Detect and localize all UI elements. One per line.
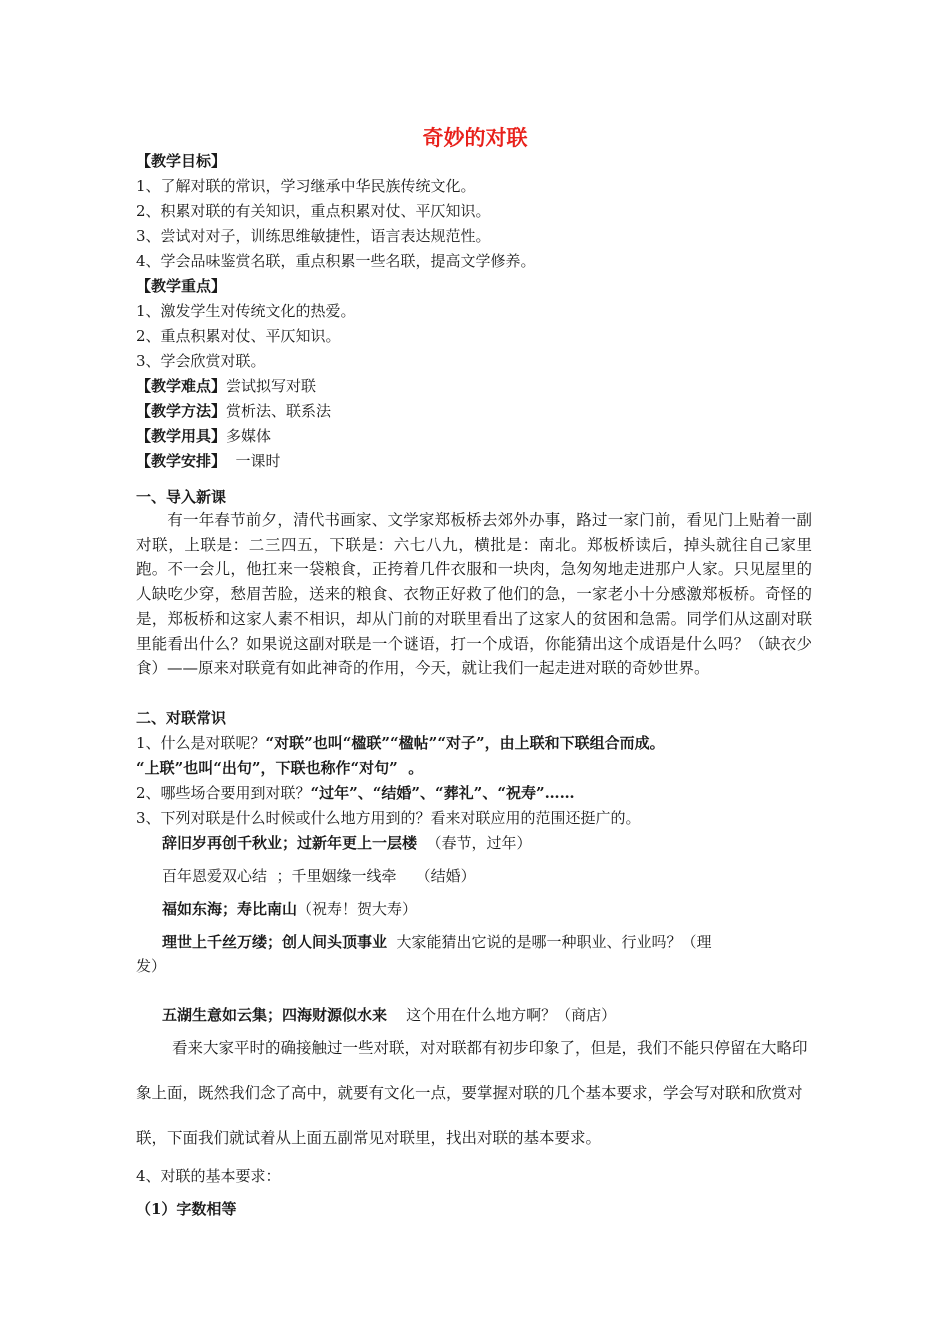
couplet-text: 福如东海；寿比南山	[162, 900, 298, 918]
info-tools	[136, 426, 271, 446]
q2-answer: “过年”、“结婚”、“葬礼”、“祝寿”……	[310, 784, 575, 802]
info-label: 【教学安排】	[136, 452, 227, 470]
couplet-note: （结婚）	[396, 867, 476, 885]
couplet-text: 辞旧岁再创千秋业；过新年更上一层楼	[162, 834, 418, 852]
key-points-heading: 【教学重点】	[136, 277, 227, 295]
question-2	[136, 783, 575, 803]
couplet-line	[162, 932, 712, 952]
question-4: 4、对联的基本要求：	[136, 1167, 281, 1185]
objectives-heading: 【教学目标】	[136, 152, 227, 170]
summary-paragraph	[136, 1026, 812, 1161]
couplet-line	[162, 1005, 616, 1025]
couplet-line	[162, 833, 532, 853]
info-method	[136, 401, 331, 421]
info-value: 尝试拟写对联	[226, 377, 317, 395]
question-3: 3、下列对联是什么时候或什么地方用到的？看来对联应用的范围还挺广的。	[136, 809, 641, 827]
intro-text: 有一年春节前夕，清代书画家、文学家郑板桥去郊外办事，路过一家门前，看见门上贴着一副对联，上联是：二三四五，下联是：六七八九，横批是：南北。郑板桥读后，掉头就往自己家里跑。不一会儿，他扛来一袋粮食，正挎着几件衣服和一块肉，急匆匆地走进那户人家。只见屋里的人缺吃少穿，愁眉苦脸，送来的粮食、衣物正好救了他们的急，一家老小十分感激郑板桥。奇怪的是，郑板桥和这家人素不相识，却从门前的对联里看出了这家人的贫困和急需。同学们从这副对联里能看出什么？如果说这副对联是一个谜语，打一个成语，你能猜出这个成语是什么吗？（缺衣少食）——原来对联竟有如此神奇的作用，今天，就让我们一起走进对联的奇妙世界。	[136, 511, 812, 678]
objective-item: 1、了解对联的常识，学习继承中华民族传统文化。	[136, 177, 476, 195]
couplet-note: （春节，过年）	[417, 834, 532, 852]
couplet-text: 百年恩爱双心结 ；千里姻缘一线牵	[162, 867, 397, 885]
info-value: 多媒体	[226, 427, 272, 445]
info-value: 赏析法、联系法	[226, 402, 332, 420]
info-value: 一课时	[226, 452, 281, 470]
question-1	[136, 733, 665, 753]
q1-answer-line2: “上联”也叫“出句”，下联也称作“对句” 。	[136, 759, 424, 777]
key-point-item: 2、重点积累对仗、平仄知识。	[136, 327, 341, 345]
info-label: 【教学用具】	[136, 427, 227, 445]
objective-item: 3、尝试对对子，训练思维敏捷性，语言表达规范性。	[136, 227, 491, 245]
couplet-note: 这个用在什么地方啊？（商店）	[387, 1006, 617, 1024]
summary-text: 看来大家平时的确接触过一些对联，对对联都有初步印象了，但是，我们不能只停留在大略印象上面，既然我们念了高中，就要有文化一点，要掌握对联的几个基本要求，学会写对联和欣赏对联，下面我们就试着从上面五副常见对联里，找出对联的基本要求。	[136, 1039, 808, 1147]
info-label: 【教学方法】	[136, 402, 227, 420]
objective-item: 2、积累对联的有关知识，重点积累对仗、平仄知识。	[136, 202, 491, 220]
q2-prefix: 2、哪些场合要用到对联？	[136, 784, 311, 802]
couplet-note: 大家能猜出它说的是哪一种职业、行业吗？（理	[387, 933, 712, 951]
couplet-text: 理世上千丝万缕；创人间头顶事业	[162, 933, 388, 951]
key-point-item: 1、激发学生对传统文化的热爱。	[136, 302, 356, 320]
couplet-note-continued: 发）	[136, 957, 167, 975]
q1-prefix: 1、什么是对联呢？	[136, 734, 266, 752]
requirement-1: （1）字数相等	[136, 1200, 237, 1218]
document-title: 奇妙的对联	[422, 126, 528, 150]
intro-paragraph	[136, 508, 812, 681]
couplet-line	[162, 866, 476, 886]
q1-answer: “对联”也叫“楹联”“楹帖”“对子”，由上联和下联组合而成。	[265, 734, 665, 752]
couplet-text: 五湖生意如云集；四海财源似水来	[162, 1006, 388, 1024]
info-label: 【教学难点】	[136, 377, 227, 395]
section1-heading: 一、导入新课	[136, 488, 227, 506]
objective-item: 4、学会品味鉴赏名联，重点积累一些名联，提高文学修养。	[136, 252, 536, 270]
info-schedule	[136, 451, 281, 471]
couplet-line	[162, 899, 417, 919]
couplet-note: （祝寿！贺大寿）	[297, 900, 418, 918]
info-difficulty	[136, 376, 316, 396]
section2-heading: 二、对联常识	[136, 709, 227, 727]
key-point-item: 3、学会欣赏对联。	[136, 352, 266, 370]
